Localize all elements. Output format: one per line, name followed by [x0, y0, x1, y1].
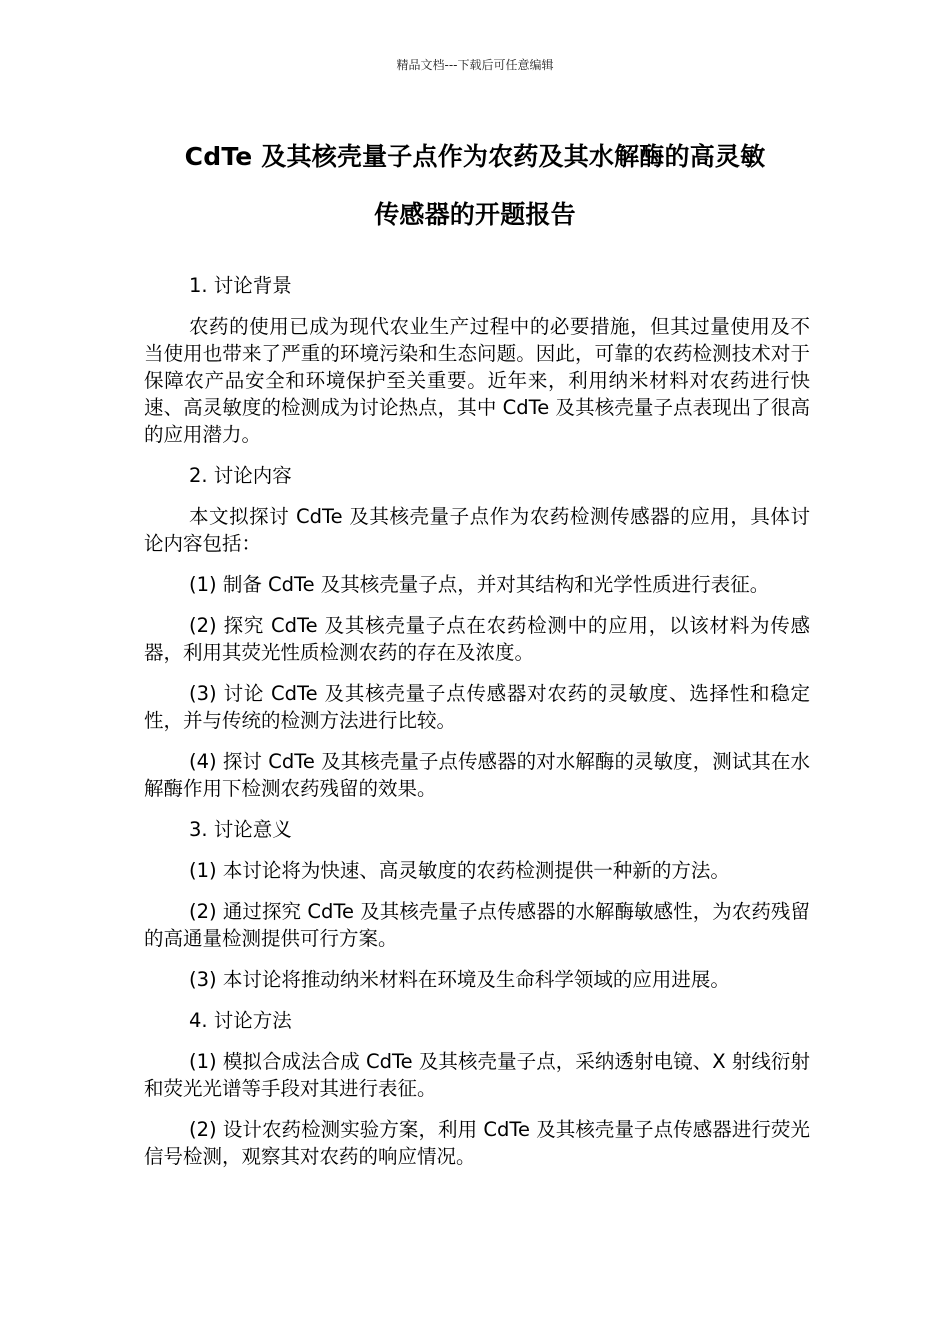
title-line-1: CdTe 及其核壳量子点作为农药及其水解酶的高灵敏: [184, 142, 766, 171]
significance-item: (2) 通过探究 CdTe 及其核壳量子点传感器的水解酶敏感性，为农药残留的高通量检测提供可行方案。: [144, 900, 810, 950]
section-heading-content: 2. 讨论内容: [189, 464, 292, 487]
content-item: (1) 制备 CdTe 及其核壳量子点，并对其结构和光学性质进行表征。: [189, 573, 770, 596]
section-heading-method: 4. 讨论方法: [189, 1009, 292, 1032]
section-heading-background: 1. 讨论背景: [189, 274, 292, 297]
section-heading-significance: 3. 讨论意义: [189, 818, 292, 841]
title-line-2: 传感器的开题报告: [374, 200, 576, 229]
document-title: [140, 128, 810, 244]
content-item: (3) 讨论 CdTe 及其核壳量子点传感器对农药的灵敏度、选择性和稳定性，并与传统的检测方法进行比较。: [144, 682, 810, 732]
page-header: 精品文档---下载后可任意编辑: [396, 58, 554, 72]
significance-item: (1) 本讨论将为快速、高灵敏度的农药检测提供一种新的方法。: [189, 859, 730, 882]
content-item: (2) 探究 CdTe 及其核壳量子点在农药检测中的应用，以该材料为传感器，利用其荧光性质检测农药的存在及浓度。: [144, 614, 810, 664]
document-body: [144, 272, 810, 1184]
content-item: (4) 探讨 CdTe 及其核壳量子点传感器的对水解酶的灵敏度，测试其在水解酶作用下检测农药残留的效果。: [144, 750, 810, 800]
significance-item: (3) 本讨论将推动纳米材料在环境及生命科学领域的应用进展。: [189, 968, 730, 991]
method-item: (1) 模拟合成法合成 CdTe 及其核壳量子点，采纳透射电镜、X 射线衍射和荧光光谱等手段对其进行表征。: [144, 1050, 810, 1100]
content-intro-paragraph: 本文拟探讨 CdTe 及其核壳量子点作为农药检测传感器的应用，具体讨论内容包括：: [144, 505, 810, 555]
background-paragraph: 农药的使用已成为现代农业生产过程中的必要措施，但其过量使用及不当使用也带来了严重的环境污染和生态问题。因此，可靠的农药检测技术对于保障农产品安全和环境保护至关重要。近年来，利用纳米材料对农药进行快速、高灵敏度的检测成为讨论热点，其中 CdTe 及其核壳量子点表现出了很高的应用潜力。: [144, 315, 810, 446]
method-item: (2) 设计农药检测实验方案，利用 CdTe 及其核壳量子点传感器进行荧光信号检测，观察其对农药的响应情况。: [144, 1118, 810, 1168]
